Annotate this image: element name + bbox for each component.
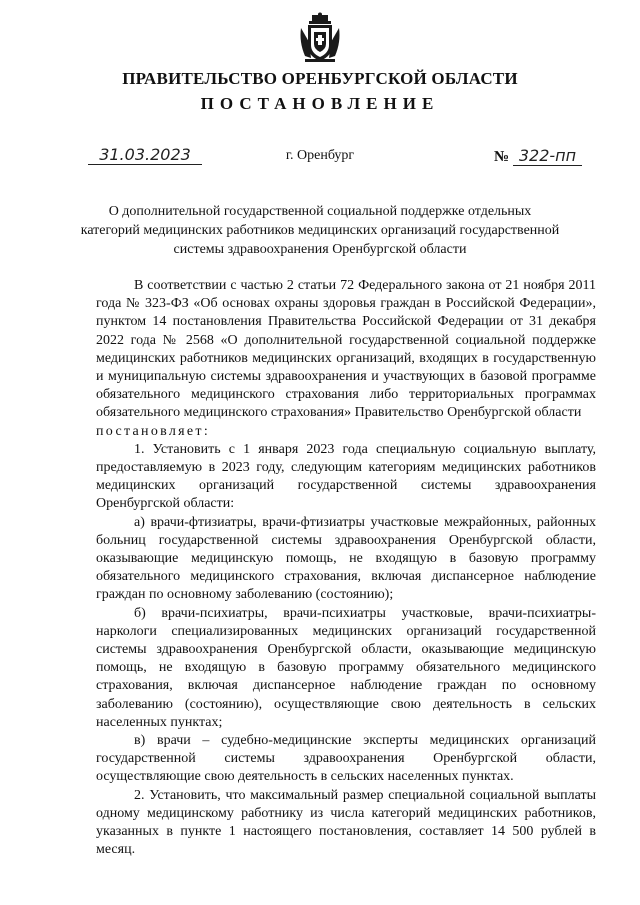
document-body xyxy=(96,277,596,860)
clause-1a-paragraph: а) врачи-фтизиатры, врачи-фтизиатры участковые межрайонных, районных больниц государственной системы здравоохранения Оренбургской области, оказывающие медицинскую помощь, не входящую в базовую программу обязательного медицинского страхования, включая диспансерное наблюдение граждан по основному заболеванию (состоянию); xyxy=(96,514,596,603)
clause-1-paragraph: 1. Установить с 1 января 2023 года специальную социальную выплату, предоставляемую в 2023 году, следующим категориям медицинских работников медицинских организаций государственной системы здравоохранения Оренбургской области: xyxy=(96,441,596,512)
resolves-line: постановляет: xyxy=(96,423,211,439)
clause-2-paragraph: 2. Установить, что максимальный размер специальной социальной выплаты одному медицинскому работнику из числа категорий медицинских работников, указанных в пункте 1 настоящего постановления, составляет 14 500 рублей в месяц. xyxy=(96,787,596,858)
clause-1b-paragraph: б) врачи-психиатры, врачи-психиатры участковые, врачи-психиатры-наркологи специализированных медицинских организаций государственной системы здравоохранения Оренбургской области, оказывающие медицинскую помощь, не входящую в базовую программу обязательного медицинского страхования, включая диспансерное наблюдение граждан по основному заболеванию (состоянию), осуществляющие свою деятельность в сельских населенных пунктах; xyxy=(96,605,596,730)
document-number: 322-пп xyxy=(513,146,582,166)
document-date: 31.03.2023 xyxy=(88,146,202,165)
document-type: ПОСТАНОВЛЕНИЕ xyxy=(200,94,440,113)
document-title: О дополнительной государственной социальной поддержке отдельных категорий медицинских работников медицинских организаций государственной системы здравоохранения Оренбургской области xyxy=(80,204,560,257)
organization-name: ПРАВИТЕЛЬСТВО ОРЕНБУРГСКОЙ ОБЛАСТИ xyxy=(122,69,518,88)
document-city: г. Оренбург xyxy=(285,148,355,163)
coat-of-arms-icon xyxy=(299,12,341,64)
preamble-paragraph: В соответствии с частью 2 статьи 72 Федерального закона от 21 ноября 2011 года № 323-ФЗ «Об основах охраны здоровья граждан в Российской Федерации», пунктом 14 постановления Правительства Российской Федерации от 31 декабря 2022 года № 2568 «О дополнительной государственной социальной поддержке медицинских работников медицинских организаций, входящих в государственную и муниципальную системы здравоохранения и участвующих в базовой программе обязательного медицинского страхования либо территориальных программах обязательного медицинского страхования» Правительство Оренбургской области xyxy=(96,278,596,421)
number-label: № xyxy=(494,149,510,165)
clause-1v-paragraph: в) врачи – судебно-медицинские эксперты медицинских организаций государственной системы здравоохранения Оренбургской области, осуществляющие свою деятельность в сельских населенных пунктах. xyxy=(96,733,596,785)
document-number-block xyxy=(494,146,582,166)
